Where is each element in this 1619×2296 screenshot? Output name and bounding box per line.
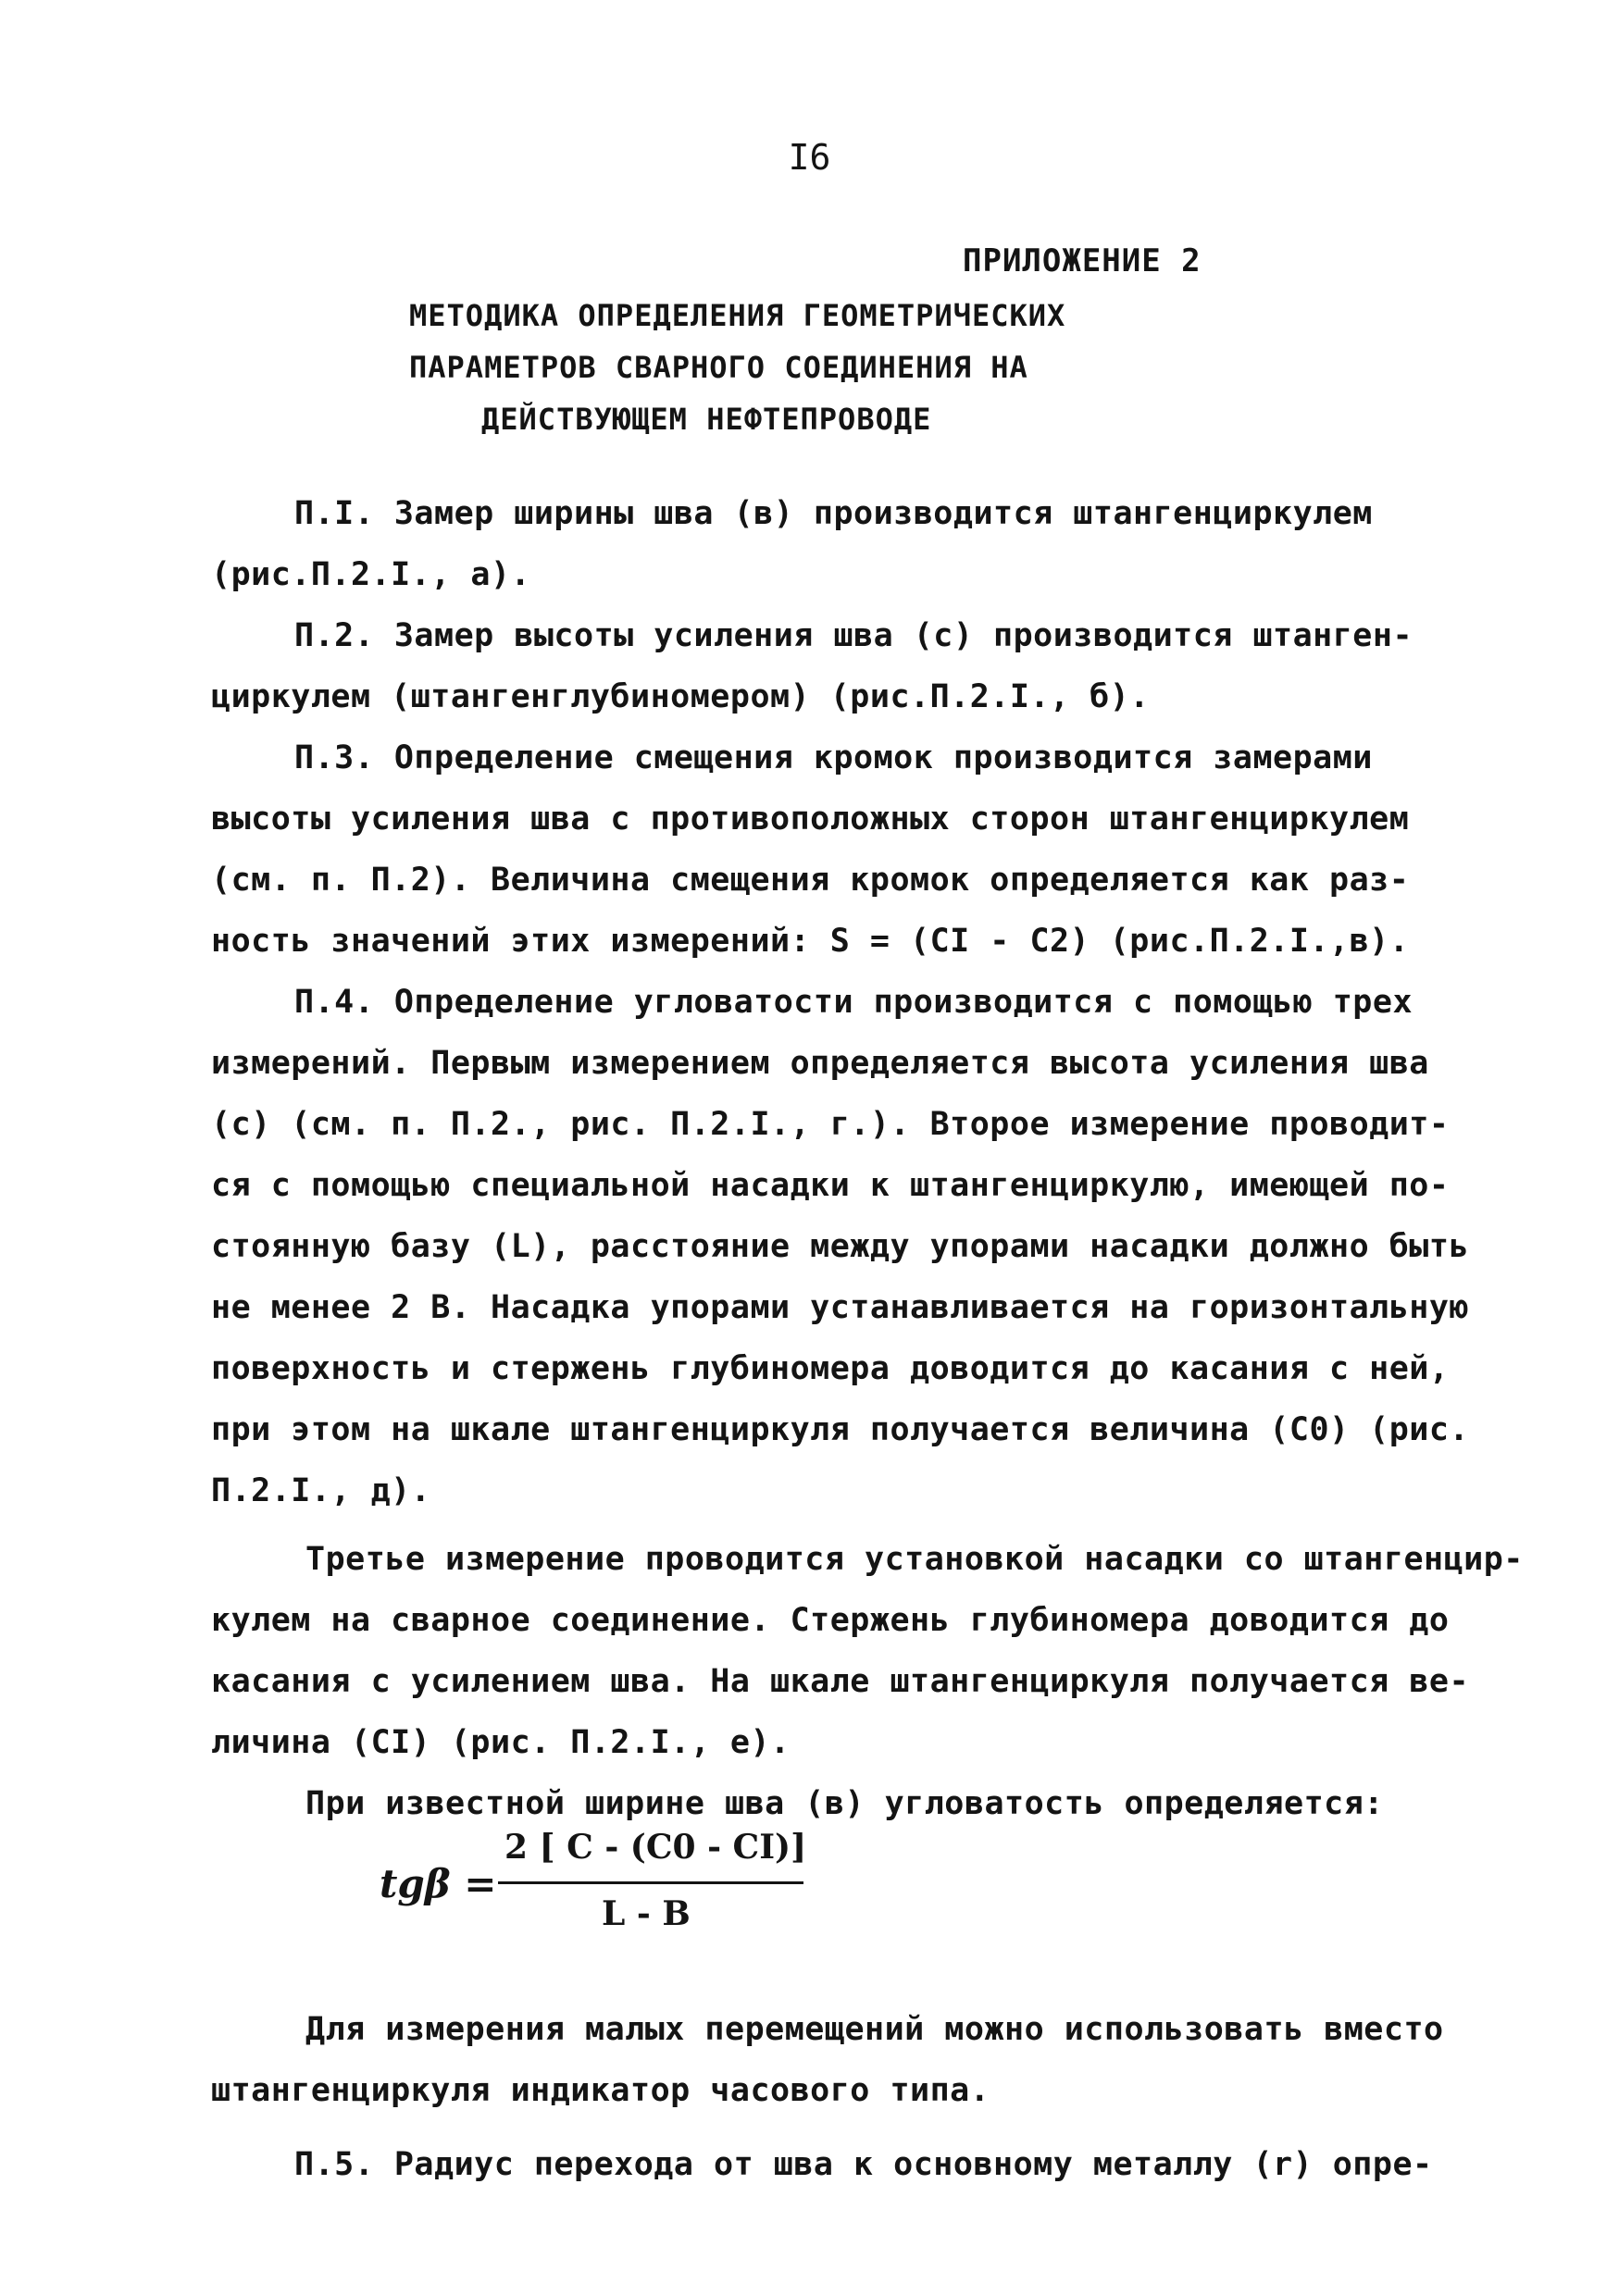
- text-line: ность значений этих измерений: S = (CI - C2) (рис.П.2.I.,в).: [211, 923, 1410, 960]
- fraction-bar: [498, 1881, 803, 1884]
- appendix-label: ПРИЛОЖЕНИЕ 2: [963, 242, 1202, 279]
- text-line: П.I. Замер ширины шва (в) производится штангенциркулем: [294, 495, 1373, 532]
- text-line: ся с помощью специальной насадки к штангенциркулю, имеющей по-: [211, 1167, 1450, 1204]
- text-line: высоты усиления шва с противоположных сторон штангенциркулем: [211, 800, 1410, 838]
- text-line: П.2.I., д).: [211, 1472, 431, 1509]
- text-line: При известной ширине шва (в) угловатость определяется:: [305, 1785, 1384, 1822]
- text-line: измерений. Первым измерением определяется высота усиления шва: [211, 1045, 1429, 1082]
- text-line: личина (CI) (рис. П.2.I., е).: [211, 1724, 791, 1761]
- text-line: (см. п. П.2). Величина смещения кромок определяется как раз-: [211, 862, 1410, 899]
- text-line: при этом на шкале штангенциркуля получается величина (C0) (рис.: [211, 1411, 1470, 1448]
- text-line: Для измерения малых перемещений можно использовать вместо: [305, 2011, 1444, 2048]
- text-line: поверхность и стержень глубиномера доводится до касания с ней,: [211, 1350, 1450, 1387]
- text-line: П.4. Определение угловатости производится с помощью трех: [294, 984, 1414, 1021]
- text-line: (рис.П.2.I., а).: [211, 556, 531, 593]
- formula-numerator: 2 [ C - (C0 - CI)]: [504, 1828, 807, 1867]
- text-line: циркулем (штангенглубиномером) (рис.П.2.I., б).: [211, 678, 1150, 715]
- title-line: ДЕЙСТВУЮЩЕМ НЕФТЕПРОВОДЕ: [481, 402, 932, 437]
- text-line: кулем на сварное соединение. Стержень глубиномера доводится до: [211, 1602, 1450, 1639]
- text-line: (с) (см. п. П.2., рис. П.2.I., г.). Второе измерение проводит-: [211, 1106, 1450, 1143]
- text-line: П.3. Определение смещения кромок производится замерами: [294, 739, 1373, 776]
- text-line: П.2. Замер высоты усиления шва (с) производится штанген-: [294, 617, 1414, 654]
- angularity-formula: [380, 1828, 898, 1985]
- text-line: Третье измерение проводится установкой насадки со штангенцир-: [305, 1541, 1524, 1578]
- page-number: I6: [788, 137, 831, 178]
- text-line: П.5. Радиус перехода от шва к основному металлу (r) опре-: [294, 2146, 1433, 2183]
- text-line: штангенциркуля индикатор часового типа.: [211, 2072, 990, 2109]
- text-line: касания с усилением шва. На шкале штангенциркуля получается ве-: [211, 1663, 1470, 1700]
- text-line: не менее 2 В. Насадка упорами устанавливается на горизонтальную: [211, 1289, 1470, 1326]
- formula-denominator: L - B: [602, 1894, 691, 1933]
- title-line: МЕТОДИКА ОПРЕДЕЛЕНИЯ ГЕОМЕТРИЧЕСКИХ: [409, 298, 1066, 333]
- title-line: ПАРАМЕТРОВ СВАРНОГО СОЕДИНЕНИЯ НА: [409, 350, 1028, 385]
- formula-lhs: tgβ =: [380, 1861, 497, 1906]
- text-line: стоянную базу (L), расстояние между упорами насадки должно быть: [211, 1228, 1470, 1265]
